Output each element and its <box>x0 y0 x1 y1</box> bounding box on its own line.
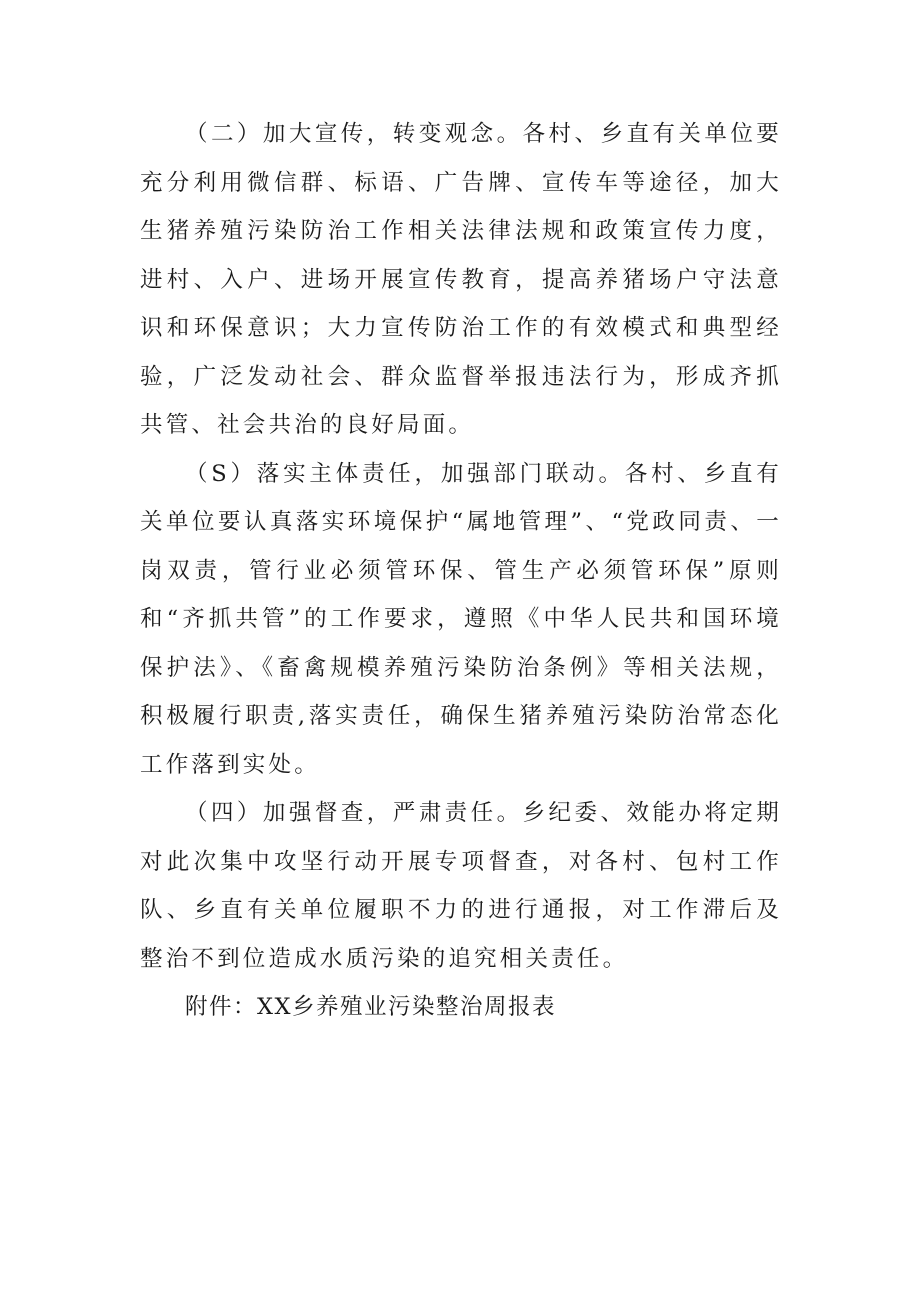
paragraph-publicity: （二）加大宣传，转变观念。各村、乡直有关单位要充分利用微信群、标语、广告牌、宣传车等途径，加大生猪养殖污染防治工作相关法律法规和政策宣传力度，进村、入户、进场开展宣传教育，提高养猪场户守法意识和环保意识；大力宣传防治工作的有效模式和典型经验，广泛发动社会、群众监督举报违法行为，形成齐抓共管、社会共治的良好局面。 <box>140 121 782 438</box>
paragraph-supervision: （四）加强督查，严肃责任。乡纪委、效能办将定期对此次集中攻坚行动开展专项督查，对各村、包村工作队、乡直有关单位履职不力的进行通报，对工作滞后及整治不到位造成水质污染的追究相关责任。 <box>140 800 782 972</box>
attachment-note: 附件：XX乡养殖业污染整治周报表 <box>185 994 557 1020</box>
document-body <box>140 110 782 1032</box>
paragraph-responsibility: （S）落实主体责任，加强部门联动。各村、乡直有关单位要认真落实环境保护“属地管理”、“党政同责、一岗双责，管行业必须管环保、管生产必须管环保”原则和“齐抓共管”的工作要求，遵照《中华人民共和国环境保护法》、《畜禽规模养殖污染防治条例》等相关法规，积极履行职责,落实责任，确保生猪养殖污染防治常态化工作落到实处。 <box>140 460 782 778</box>
